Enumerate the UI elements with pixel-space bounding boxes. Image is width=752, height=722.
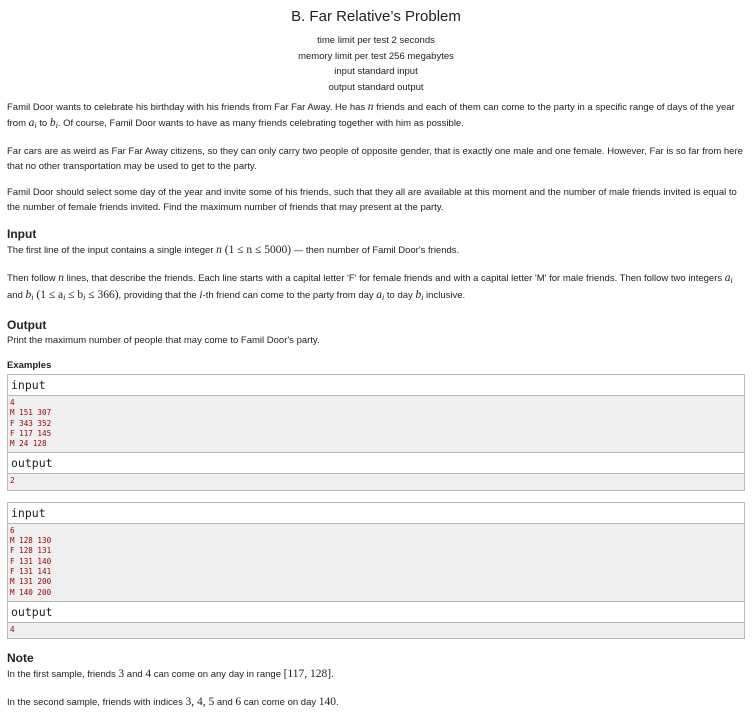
text: .	[336, 696, 339, 708]
input-line: 6	[10, 525, 15, 535]
input-line: F 128 131	[10, 546, 52, 556]
math-b: b	[49, 116, 56, 129]
math-n: n	[58, 271, 64, 284]
problem-title: B. Far Relative’s Problem	[291, 8, 461, 25]
input-line: M 24 128	[10, 439, 47, 449]
text: and	[124, 669, 146, 681]
math-sub: i	[63, 293, 66, 302]
math-n: n	[216, 244, 222, 256]
text: and	[214, 696, 236, 708]
text: lines, that describe the friends. Each line starts with a capital letter 'F' for female friends and with a capital letter 'M' for male friends. Then follow two integers	[63, 272, 725, 284]
math-number: 4	[145, 668, 152, 681]
example-1-input	[7, 374, 745, 453]
math-n: n	[367, 101, 374, 113]
statement-paragraph-2: Far cars are as weird as Far Far Away citizens, so they can only carry two people of opposite gender, that is exactly one male and one female. However, Far is so far from here that no other transportation may be used to get to the party.	[7, 146, 743, 172]
text: , providing that the	[118, 290, 200, 301]
note-paragraph-2	[7, 695, 745, 711]
output-line: 2	[10, 476, 15, 486]
problem-content	[7, 100, 745, 722]
text: In the first sample, friends	[7, 669, 119, 681]
text: inclusive.	[423, 290, 466, 301]
note-paragraph-1	[7, 667, 745, 683]
text: to	[36, 117, 50, 129]
math-number: 3	[118, 668, 125, 681]
input-line: M 151 307	[10, 408, 52, 418]
math-sub: i	[421, 293, 424, 302]
example-output-label: output	[8, 602, 744, 623]
text: to day	[384, 290, 416, 301]
input-line: F 343 352	[10, 418, 52, 428]
math-sub: i	[34, 120, 37, 130]
math-a: a	[28, 116, 35, 129]
text: In the second sample, friends with indices	[7, 696, 186, 708]
problem-header	[0, 0, 752, 95]
memory-limit: memory limit per test 256 megabytes	[298, 50, 454, 62]
example-1-output	[7, 453, 745, 490]
math-sub: i	[382, 293, 385, 302]
math-b: b	[415, 289, 422, 301]
math-sub: i	[730, 275, 733, 285]
statement-paragraph-1	[7, 100, 745, 133]
text: . Of course, Famil Door wants to have as many friends celebrating together with him as possible.	[57, 117, 464, 129]
input-line: F 131 141	[10, 566, 52, 576]
text: Then follow	[7, 272, 59, 284]
text: can come on any day in range	[151, 669, 284, 681]
example-input-label: input	[8, 503, 744, 524]
example-output-body[interactable]	[8, 623, 744, 638]
math-list: 3, 4, 5	[185, 695, 215, 708]
math-i: i	[199, 289, 203, 301]
output-file: output standard output	[328, 81, 424, 93]
example-input-body[interactable]	[8, 524, 744, 601]
input-line: F 131 140	[10, 556, 52, 566]
math-sub: i	[55, 120, 58, 130]
statement-paragraph-3: Famil Door should select some day of the year and invite some of his friends, such that they all are available at this moment and the number of male friends invited is equal to the number of female friends invited. Find the maximum number of friends that may present at the party.	[7, 187, 737, 213]
input-paragraph-1	[7, 243, 745, 259]
example-input-body[interactable]	[8, 396, 744, 452]
math-range: [117, 128]	[283, 668, 332, 681]
input-line: M 128 130	[10, 536, 52, 546]
example-output-label: output	[8, 453, 744, 474]
math-constraint: ≤ 366)	[85, 289, 119, 301]
math-number: 140	[318, 695, 337, 708]
output-line: 4	[10, 624, 15, 634]
text: can come on day	[241, 696, 319, 708]
math-a: a	[376, 289, 383, 301]
math-number: 6	[235, 695, 242, 708]
text: and	[7, 290, 26, 301]
example-2-input	[7, 502, 745, 602]
output-section-title: Output	[7, 317, 47, 332]
math-constraint: (1 ≤ a	[33, 289, 64, 301]
input-line: M 140 200	[10, 587, 52, 597]
math-constraint: (1 ≤ n ≤ 5000)	[221, 244, 292, 256]
time-limit: time limit per test 2 seconds	[317, 35, 435, 46]
text: friends and each of them can come to the party in a specific range of days of the year from	[7, 102, 735, 129]
math-constraint: ≤ b	[65, 289, 84, 301]
input-section-title: Input	[7, 227, 37, 241]
text: .	[331, 669, 334, 681]
input-line: 4	[10, 398, 15, 407]
input-line: F 117 145	[10, 428, 52, 438]
math-sub: i	[31, 293, 34, 302]
example-input-label: input	[8, 375, 744, 396]
text: The first line of the input contains a single integer	[7, 245, 217, 256]
input-file: input standard input	[334, 66, 418, 77]
input-line: M 131 200	[10, 577, 52, 587]
math-sub: i	[83, 293, 86, 302]
output-paragraph: Print the maximum number of people that may come to Famil Door's party.	[7, 334, 320, 346]
note-title: Note	[7, 651, 34, 666]
text: Famil Door wants to celebrate his birthday with his friends from Far Far Away. He has	[7, 102, 368, 113]
text: — then number of Famil Door's friends.	[291, 245, 460, 256]
math-b: b	[25, 289, 32, 301]
math-a: a	[724, 271, 731, 284]
text: -th friend can come to the party from day	[202, 290, 377, 301]
example-output-body[interactable]	[8, 474, 744, 489]
input-paragraph-2	[7, 271, 745, 306]
example-2-output	[7, 602, 745, 639]
examples-title: Examples	[7, 360, 52, 371]
